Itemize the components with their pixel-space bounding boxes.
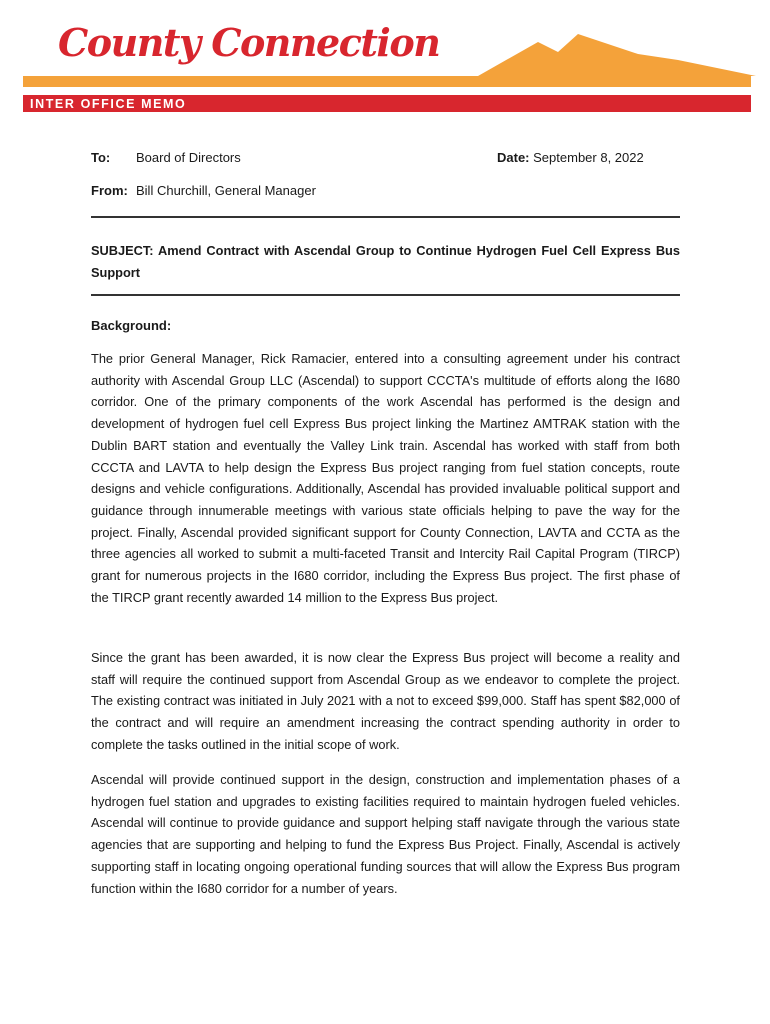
to-value: Board of Directors (136, 150, 241, 165)
from-value: Bill Churchill, General Manager (136, 183, 316, 198)
date-line (497, 149, 644, 167)
from-label: From: (91, 183, 128, 198)
background-heading: Background: (91, 318, 172, 333)
date-value: September 8, 2022 (533, 150, 644, 165)
memo-subject: SUBJECT: Amend Contract with Ascendal Group to Continue Hydrogen Fuel Cell Express Bus Support (91, 243, 680, 280)
to-label: To: (91, 150, 111, 165)
mountain-logo-graphic (478, 30, 756, 80)
body-paragraph-3: Ascendal will provide continued support in the design, construction and implementation phases of a hydrogen fuel station and upgrades to existing facilities required to maintain hydrogen fueled vehicles. Ascendal will continue to provide guidance and support helping staff navigate through the various state agencies that are supporting and helping to fund the Express Bus Project. Finally, Ascendal is actively supporting staff in locating ongoing operational funding sources that will allow the Express Bus program function within the I680 corridor for a number of years. (91, 772, 680, 896)
body-paragraph-2: Since the grant has been awarded, it is now clear the Express Bus project will become a reality and staff will require the continued support from Ascendal Group as we endeavor to complete the project. The existing contract was initiated in July 2021 with a not to exceed $99,000. Staff has spent $82,000 of the contract and will require an amendment increasing the contract spending authority in order to complete the tasks outlined in the initial scope of work. (91, 650, 680, 752)
divider-bottom (91, 294, 680, 296)
county-connection-logo: County Connection (58, 20, 440, 65)
inter-office-memo-label: INTER OFFICE MEMO (30, 97, 187, 111)
body-paragraph-1: The prior General Manager, Rick Ramacier, entered into a consulting agreement under his contract authority with Ascendal Group LLC (Ascendal) to support CCCTA's multitude of efforts along the I680 corridor. One of the primary components of the work Ascendal has performed is the design and development of hydrogen fuel cell Express Bus project linking the Martinez AMTRAK station with the Dublin BART station and eventually the Valley Link train. Ascendal has worked with staff from both CCCTA and LAVTA to help design the Express Bus project ranging from fuel station concepts, route designs and vehicle configurations. Additionally, Ascendal has provided invaluable political support and guidance through innumerable meetings with various state officials helping to pave the way for the project. Finally, Ascendal provided significant support for County Connection, LAVTA and CCTA as the three agencies all worked to submit a multi-faceted Transit and Intercity Rail Capital Program (TIRCP) grant for numerous projects in the I680 corridor, including the Express Bus project. The first phase of the TIRCP grant recently awarded 14 million to the Express Bus project. (91, 351, 680, 605)
divider-top (91, 216, 680, 218)
date-label: Date: (497, 150, 530, 165)
header-orange-band (23, 76, 751, 87)
